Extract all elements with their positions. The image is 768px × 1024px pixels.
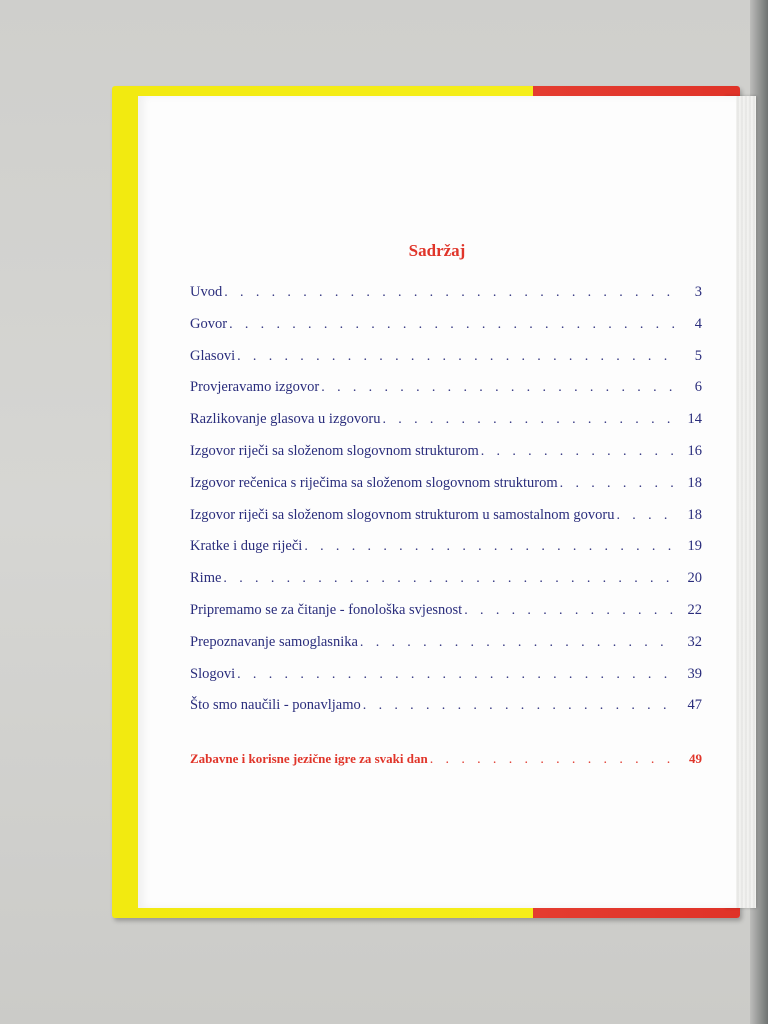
toc-entry-page: 5 <box>694 347 702 364</box>
toc-entry-page: 20 <box>687 570 702 587</box>
toc-entry-page: 3 <box>694 284 702 300</box>
toc-entry <box>190 697 702 729</box>
toc-leader-dots <box>229 317 676 333</box>
toc-entry-page: 49 <box>689 751 702 767</box>
toc-entry-title: Kratke i duge riječi <box>190 538 303 555</box>
toc-entry <box>190 411 702 443</box>
toc-entry-title: Što smo naučili - ponavljamo <box>190 697 361 714</box>
toc-entry-title: Razlikovanje glasova u izgovoru <box>190 411 381 428</box>
toc-entry-page: 22 <box>687 601 702 618</box>
toc-entry-page: 14 <box>687 411 702 428</box>
toc-entry-title: Izgovor riječi sa složenom slogovnom strukturom u samostalnom govoru <box>190 506 615 523</box>
book-page <box>138 96 736 908</box>
toc-entry-page: 32 <box>687 633 702 650</box>
page-title: Sadržaj <box>408 241 466 260</box>
toc-entry <box>190 475 702 507</box>
toc-leader-dots <box>321 380 676 396</box>
toc-leader-dots <box>360 635 676 651</box>
toc-leader-dots <box>237 667 676 683</box>
toc-entry-page: 18 <box>687 474 702 491</box>
toc-entry-title: Slogovi <box>190 665 236 682</box>
toc-entry <box>190 570 702 602</box>
toc-entry-title: Glasovi <box>190 347 236 364</box>
toc-leader-dots <box>464 603 676 619</box>
toc-entry-title: Zabavne i korisne jezične igre za svaki dan <box>190 751 428 767</box>
toc-entry-page: 39 <box>687 665 702 682</box>
toc-entry-title: Izgovor riječi sa složenom slogovnom strukturom <box>190 442 479 459</box>
toc-leader-dots <box>304 539 676 555</box>
toc-leader-dots <box>560 476 676 492</box>
toc-entry-title: Uvod <box>190 284 223 300</box>
toc-leader-dots <box>430 752 676 768</box>
toc-entry-page: 4 <box>694 315 702 332</box>
table-of-contents <box>190 284 702 783</box>
toc-entry <box>190 507 702 539</box>
toc-leader-dots <box>363 698 676 714</box>
toc-leader-dots <box>223 571 676 587</box>
toc-entry <box>190 443 702 475</box>
toc-entry <box>190 602 702 634</box>
toc-entry-page: 19 <box>687 538 702 555</box>
toc-entry <box>190 348 702 380</box>
toc-entry <box>190 284 702 316</box>
toc-leader-dots <box>224 285 676 301</box>
toc-entry-title: Pripremamo se za čitanje - fonološka svjesnost <box>190 601 463 618</box>
toc-entry <box>190 634 702 666</box>
toc-entry-title: Izgovor rečenica s riječima sa složenom slogovnom strukturom <box>190 474 558 491</box>
toc-entry <box>190 666 702 698</box>
toc-entry <box>190 316 702 348</box>
toc-entry-title: Govor <box>190 315 228 332</box>
toc-entry-page: 16 <box>687 442 702 459</box>
toc-entry-page: 18 <box>687 506 702 523</box>
toc-leader-dots <box>382 412 676 428</box>
toc-entry-title: Rime <box>190 570 222 587</box>
toc-entry-title: Prepoznavanje samoglasnika <box>190 633 358 650</box>
toc-entry-special <box>190 751 702 783</box>
toc-entry-page: 47 <box>687 697 702 714</box>
toc-entry-page: 6 <box>694 379 702 396</box>
toc-leader-dots <box>481 444 676 460</box>
toc-entry <box>190 379 702 411</box>
toc-entry-title: Provjeravamo izgovor <box>190 379 320 396</box>
toc-leader-dots <box>237 349 676 365</box>
toc-leader-dots <box>616 508 676 524</box>
toc-entry <box>190 538 702 570</box>
